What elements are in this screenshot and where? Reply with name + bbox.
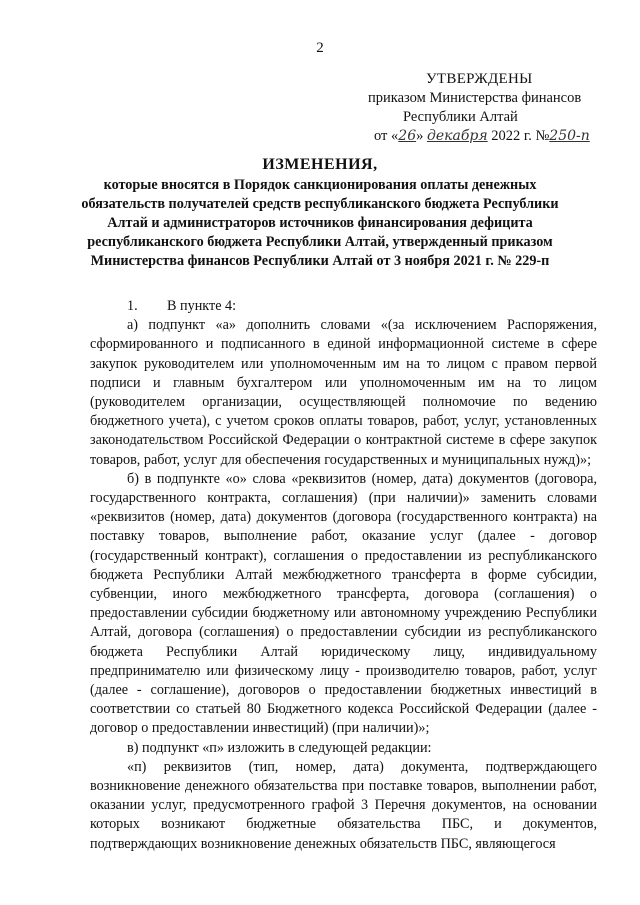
item-1-text: В пункте 4:	[167, 298, 237, 314]
paragraph-b: б) в подпункте «о» слова «реквизитов (номер, дата) документов (договора, государственного контракта, соглашения) (при наличии)» заменить словами «реквизитов (номер, дата) документов (договора (государственного контракта) на поставку товаров, выполнение работ, оказание услуг (далее - договор (государственный контракт), соглашения о предоставлении из республиканского бюджета Республики Алтай межбюджетного трансферта в форме субсидии, субвенции, иного межбюджетного трансферта, договора (соглашения) о предоставлении субсидии бюджетному или автономному учреждению Республики Алтай, договора (соглашения) о предоставлении субсидии из республиканского бюджета Республики Алтай юридическому лицу, индивидуальному предпринимателю или физическому лицу - производителю товаров, работ, услуг (далее - соглашение), договоров о предоставлении бюджетных инвестиций в соответствии со статьей 80 Бюджетного кодекса Российской Федерации (далее - договор о предоставлении инвестиций) (при наличии)»;	[90, 470, 597, 737]
paragraph-a: а) подпункт «а» дополнить словами «(за исключением Распоряжения, сформированного и подписанного в единой информационной системе в сфере закупок руководителем или уполномоченным им на то лицом с правом первой подписи и главным бухгалтером или уполномоченным им на то лицом (руководителем организации, осуществляющей полномочие по ведению бюджетного учета), с учетом сроков оплаты товаров, работ, услуг, установленных законодательством Российской Федерации о контрактной системе в сфере закупок товаров, работ, услуг для обеспечения государственных и муниципальных нужд)»;	[90, 317, 597, 468]
approval-number: 250-п	[549, 128, 590, 144]
paragraph-p: «п) реквизитов (тип, номер, дата) документа, подтверждающего возникновение денежного обязательства при поставке товаров, выполнении работ, оказании услуг, предусмотренного графой 3 Перечня документов, на основании которых возникают бюджетные обязательства ПБС, и документов, подтверждающих возникновение денежных обязательств ПБС, являющегося	[90, 758, 597, 852]
approval-date-prefix: от «	[374, 128, 399, 144]
item-1	[90, 297, 597, 316]
approval-date-line	[368, 127, 608, 146]
approval-line1: приказом Министерства финансов	[368, 90, 582, 106]
page-number: 2	[316, 40, 324, 56]
approval-line2: Республики Алтай	[403, 109, 518, 125]
document-body	[90, 297, 597, 854]
approval-date-year: 2022 г. №	[491, 128, 550, 144]
approval-day: 26	[398, 128, 417, 144]
approval-date-mid: »	[416, 128, 424, 144]
document-title: ИЗМЕНЕНИЯ,	[262, 156, 378, 173]
approval-title: УТВЕРЖДЕНЫ	[426, 71, 533, 87]
paragraph-v: в) подпункт «п» изложить в следующей редакции:	[127, 739, 432, 756]
item-1-number: 1.	[127, 298, 138, 314]
document-subtitle: которые вносятся в Порядок санкционирования оплаты денежных обязательств получателей средств республиканского бюджета Республики Алтай и администраторов источников финансирования дефицита республиканского бюджета Республики Алтай, утвержденный приказом Министерства финансов Республики Алтай от 3 ноября 2021 г. № 229-п	[81, 177, 559, 269]
approval-block	[368, 70, 608, 146]
approval-month: декабря	[426, 128, 488, 144]
